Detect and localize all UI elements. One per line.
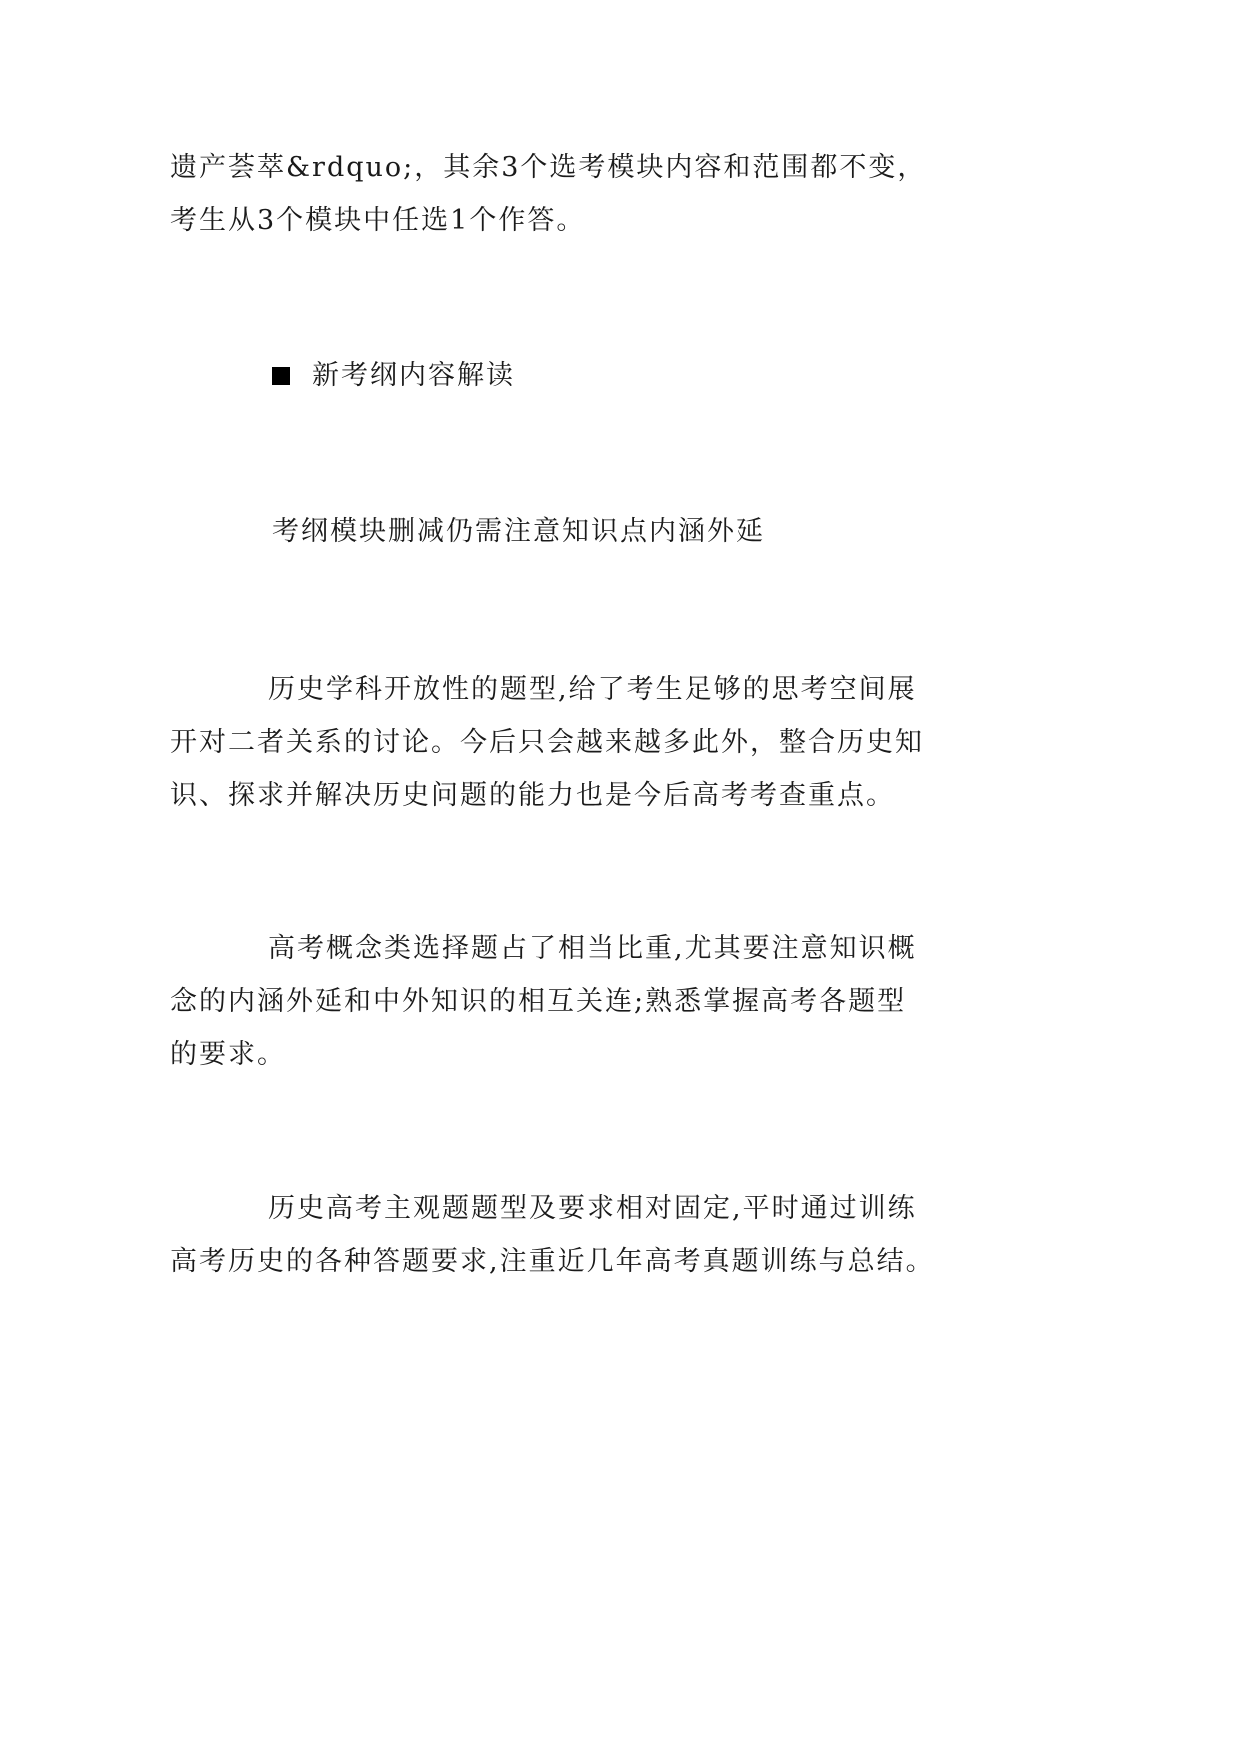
paragraph-3-line-1: 历史高考主观题题型及要求相对固定,平时通过训练 xyxy=(268,1193,917,1224)
intro-line-1: 遗产荟萃&rdquo;，其余3个选考模块内容和范围都不变， xyxy=(170,152,927,183)
subheading xyxy=(272,505,765,558)
paragraph-3-line-2: 高考历史的各种答题要求,注重近几年高考真题训练与总结。 xyxy=(170,1246,935,1277)
section-heading-text: 新考纲内容解读 xyxy=(312,360,515,391)
paragraph-2-line-2: 念的内涵外延和中外知识的相互关连;熟悉掌握高考各题型 xyxy=(170,986,907,1017)
section-heading xyxy=(272,349,515,402)
paragraph-3 xyxy=(170,1182,945,1288)
intro-paragraph xyxy=(170,141,945,247)
paragraph-2-line-3: 的要求。 xyxy=(170,1039,286,1070)
paragraph-2-line-1: 高考概念类选择题占了相当比重,尤其要注意知识概 xyxy=(268,933,917,964)
intro-line-2: 考生从3个模块中任选1个作答。 xyxy=(170,205,586,236)
paragraph-1-line-2: 开对二者关系的讨论。今后只会越来越多此外，整合历史知 xyxy=(170,727,924,758)
paragraph-2 xyxy=(170,922,945,1081)
subheading-text: 考纲模块删减仍需注意知识点内涵外延 xyxy=(272,516,765,547)
paragraph-1-line-3: 识、探求并解决历史问题的能力也是今后高考考查重点。 xyxy=(170,780,895,811)
black-square-bullet-icon xyxy=(272,367,290,385)
paragraph-1-line-1: 历史学科开放性的题型,给了考生足够的思考空间展 xyxy=(268,674,917,705)
paragraph-1 xyxy=(170,663,945,822)
